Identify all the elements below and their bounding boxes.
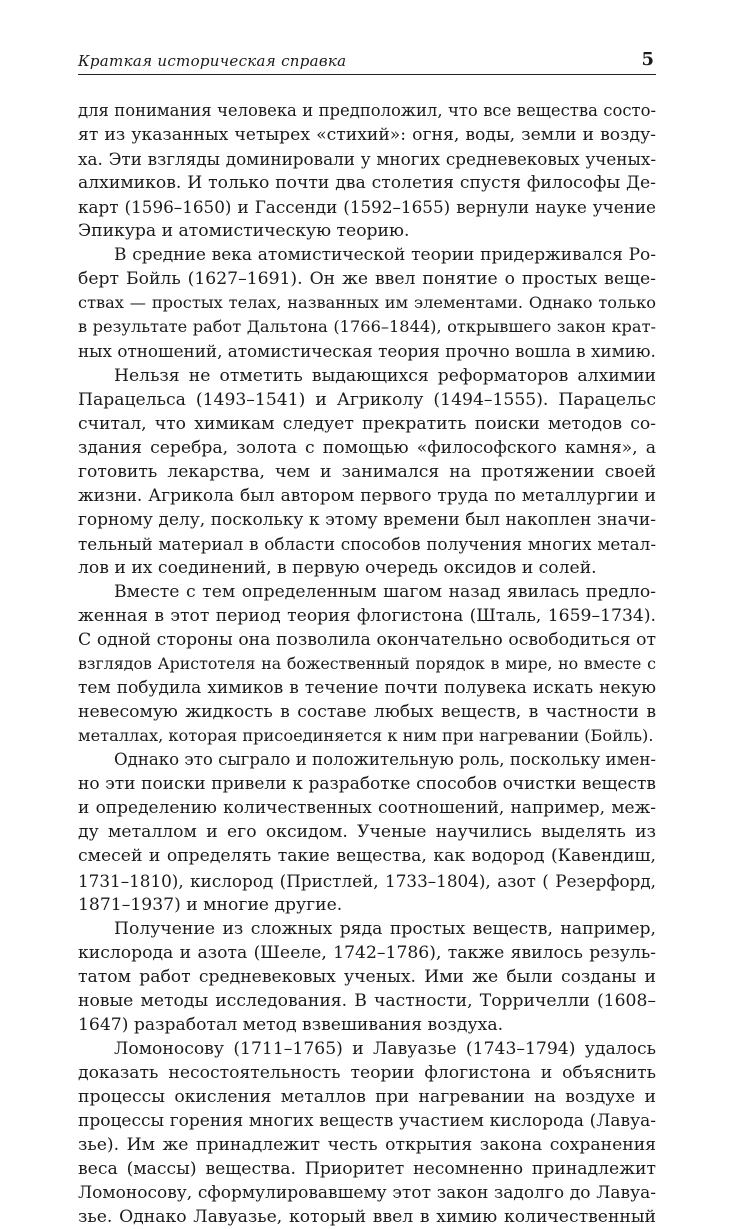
text-line: кислорода и азота (Шееле, 1742–1786), также явилось резуль-	[78, 942, 656, 963]
text-line: процессы горения многих веществ участием кислорода (Лавуа-	[78, 1110, 656, 1131]
running-header-title: Краткая историческая справка	[78, 52, 347, 70]
text-line: Ломоносову (1711–1765) и Лавуазье (1743–1794) удалось	[114, 1038, 656, 1059]
text-line: ду металлом и его оксидом. Ученые научились выделять из	[78, 822, 656, 843]
body-text	[78, 99, 656, 1229]
text-line: зье. Однако Лавуазье, который ввел в химию количественный	[78, 1207, 656, 1228]
text-line: готовить лекарства, чем и занимался на протяжении своей	[78, 461, 656, 482]
text-line: женная в этот период теория флогистона (Шталь, 1659–1734).	[78, 605, 656, 626]
text-line: но эти поиски привели к разработке способов очистки веществ	[78, 774, 656, 795]
text-line: ят из указанных четырех «стихий»: огня, воды, земли и возду-	[78, 125, 656, 146]
text-line: 1871–1937) и многие другие.	[78, 894, 343, 915]
text-line: для понимания человека и предположил, что все вещества состо-	[78, 101, 656, 120]
text-line: Ломоносову, сформулировавшему этот закон задолго до Лавуа-	[78, 1183, 656, 1204]
text-line: здания серебра, золота с помощью «философского камня», а	[78, 437, 656, 458]
text-line: зье). Им же принадлежит честь открытия закона сохранения	[78, 1135, 656, 1156]
text-line: 1647) разработал метод взвешивания воздуха.	[78, 1014, 504, 1035]
text-line: доказать несостоятельность теории флогистона и объяснить	[78, 1062, 656, 1083]
text-line: берт Бойль (1627–1691). Он же ввел понятие о простых веще-	[78, 269, 656, 290]
page-number: 5	[641, 49, 654, 70]
text-line: 1731–1810), кислород (Пристлей, 1733–1804), азот ( Резерфорд,	[78, 870, 656, 891]
text-line: считал, что химикам следует прекратить поиски методов со-	[78, 413, 656, 434]
text-line: жизни. Агрикола был автором первого труда по металлургии и	[78, 485, 656, 506]
text-line: невесомую жидкость в составе любых веществ, в частности в	[78, 702, 656, 723]
running-header	[78, 48, 656, 75]
text-line: алхимиков. И только почти два столетия спустя философы Де-	[78, 173, 656, 194]
text-line: карт (1596–1650) и Гассенди (1592–1655) вернули науке учение	[78, 197, 656, 218]
text-line: и определению количественных соотношений, например, меж-	[78, 798, 656, 819]
text-line: ствах — простых телах, названных им элементами. Однако только	[78, 293, 656, 313]
text-line: татом работ средневековых ученых. Ими же были созданы и	[78, 966, 656, 987]
text-line: Однако это сыграло и положительную роль, поскольку имен-	[114, 750, 656, 770]
text-line: В средние века атомистической теории придерживался Ро-	[114, 245, 656, 266]
text-line: Получение из сложных ряда простых веществ, например,	[114, 918, 656, 939]
text-line: металлах, которая присоединяется к ним при нагревании (Бойль).	[78, 726, 654, 746]
text-line: лов и их соединений, в первую очередь оксидов и солей.	[78, 557, 597, 578]
text-line: горному делу, поскольку к этому времени был накоплен значи-	[78, 509, 656, 530]
text-line: Вместе с тем определенным шагом назад явилась предло-	[114, 581, 656, 602]
text-line: С одной стороны она позволила окончательно освободиться от	[78, 630, 656, 651]
text-line: веса (массы) вещества. Приоритет несомненно принадлежит	[78, 1159, 656, 1180]
text-line: Нельзя не отметить выдающихся реформаторов алхимии	[114, 365, 656, 386]
text-line: тем побудила химиков в течение почти полувека искать некую	[78, 678, 656, 699]
text-line: процессы окисления металлов при нагревании на воздухе и	[78, 1086, 656, 1107]
text-line: Парацельса (1493–1541) и Агриколу (1494–1555). Парацельс	[78, 389, 656, 410]
text-line: ха. Эти взгляды доминировали у многих средневековых ученых-	[78, 149, 656, 170]
text-line: ных отношений, атомистическая теория прочно вошла в химию.	[78, 341, 656, 362]
text-line: взглядов Аристотеля на божественный порядок в мире, но вместе с	[78, 654, 656, 674]
text-line: Эпикура и атомистическую теорию.	[78, 221, 410, 242]
text-line: тельный материал в области способов получения многих метал-	[78, 533, 656, 554]
text-line: смесей и определять такие вещества, как водород (Кавендиш,	[78, 846, 656, 867]
text-line: новые методы исследования. В частности, Торричелли (1608–	[78, 990, 656, 1011]
text-line: в результате работ Дальтона (1766–1844), открывшего закон крат-	[78, 317, 656, 337]
